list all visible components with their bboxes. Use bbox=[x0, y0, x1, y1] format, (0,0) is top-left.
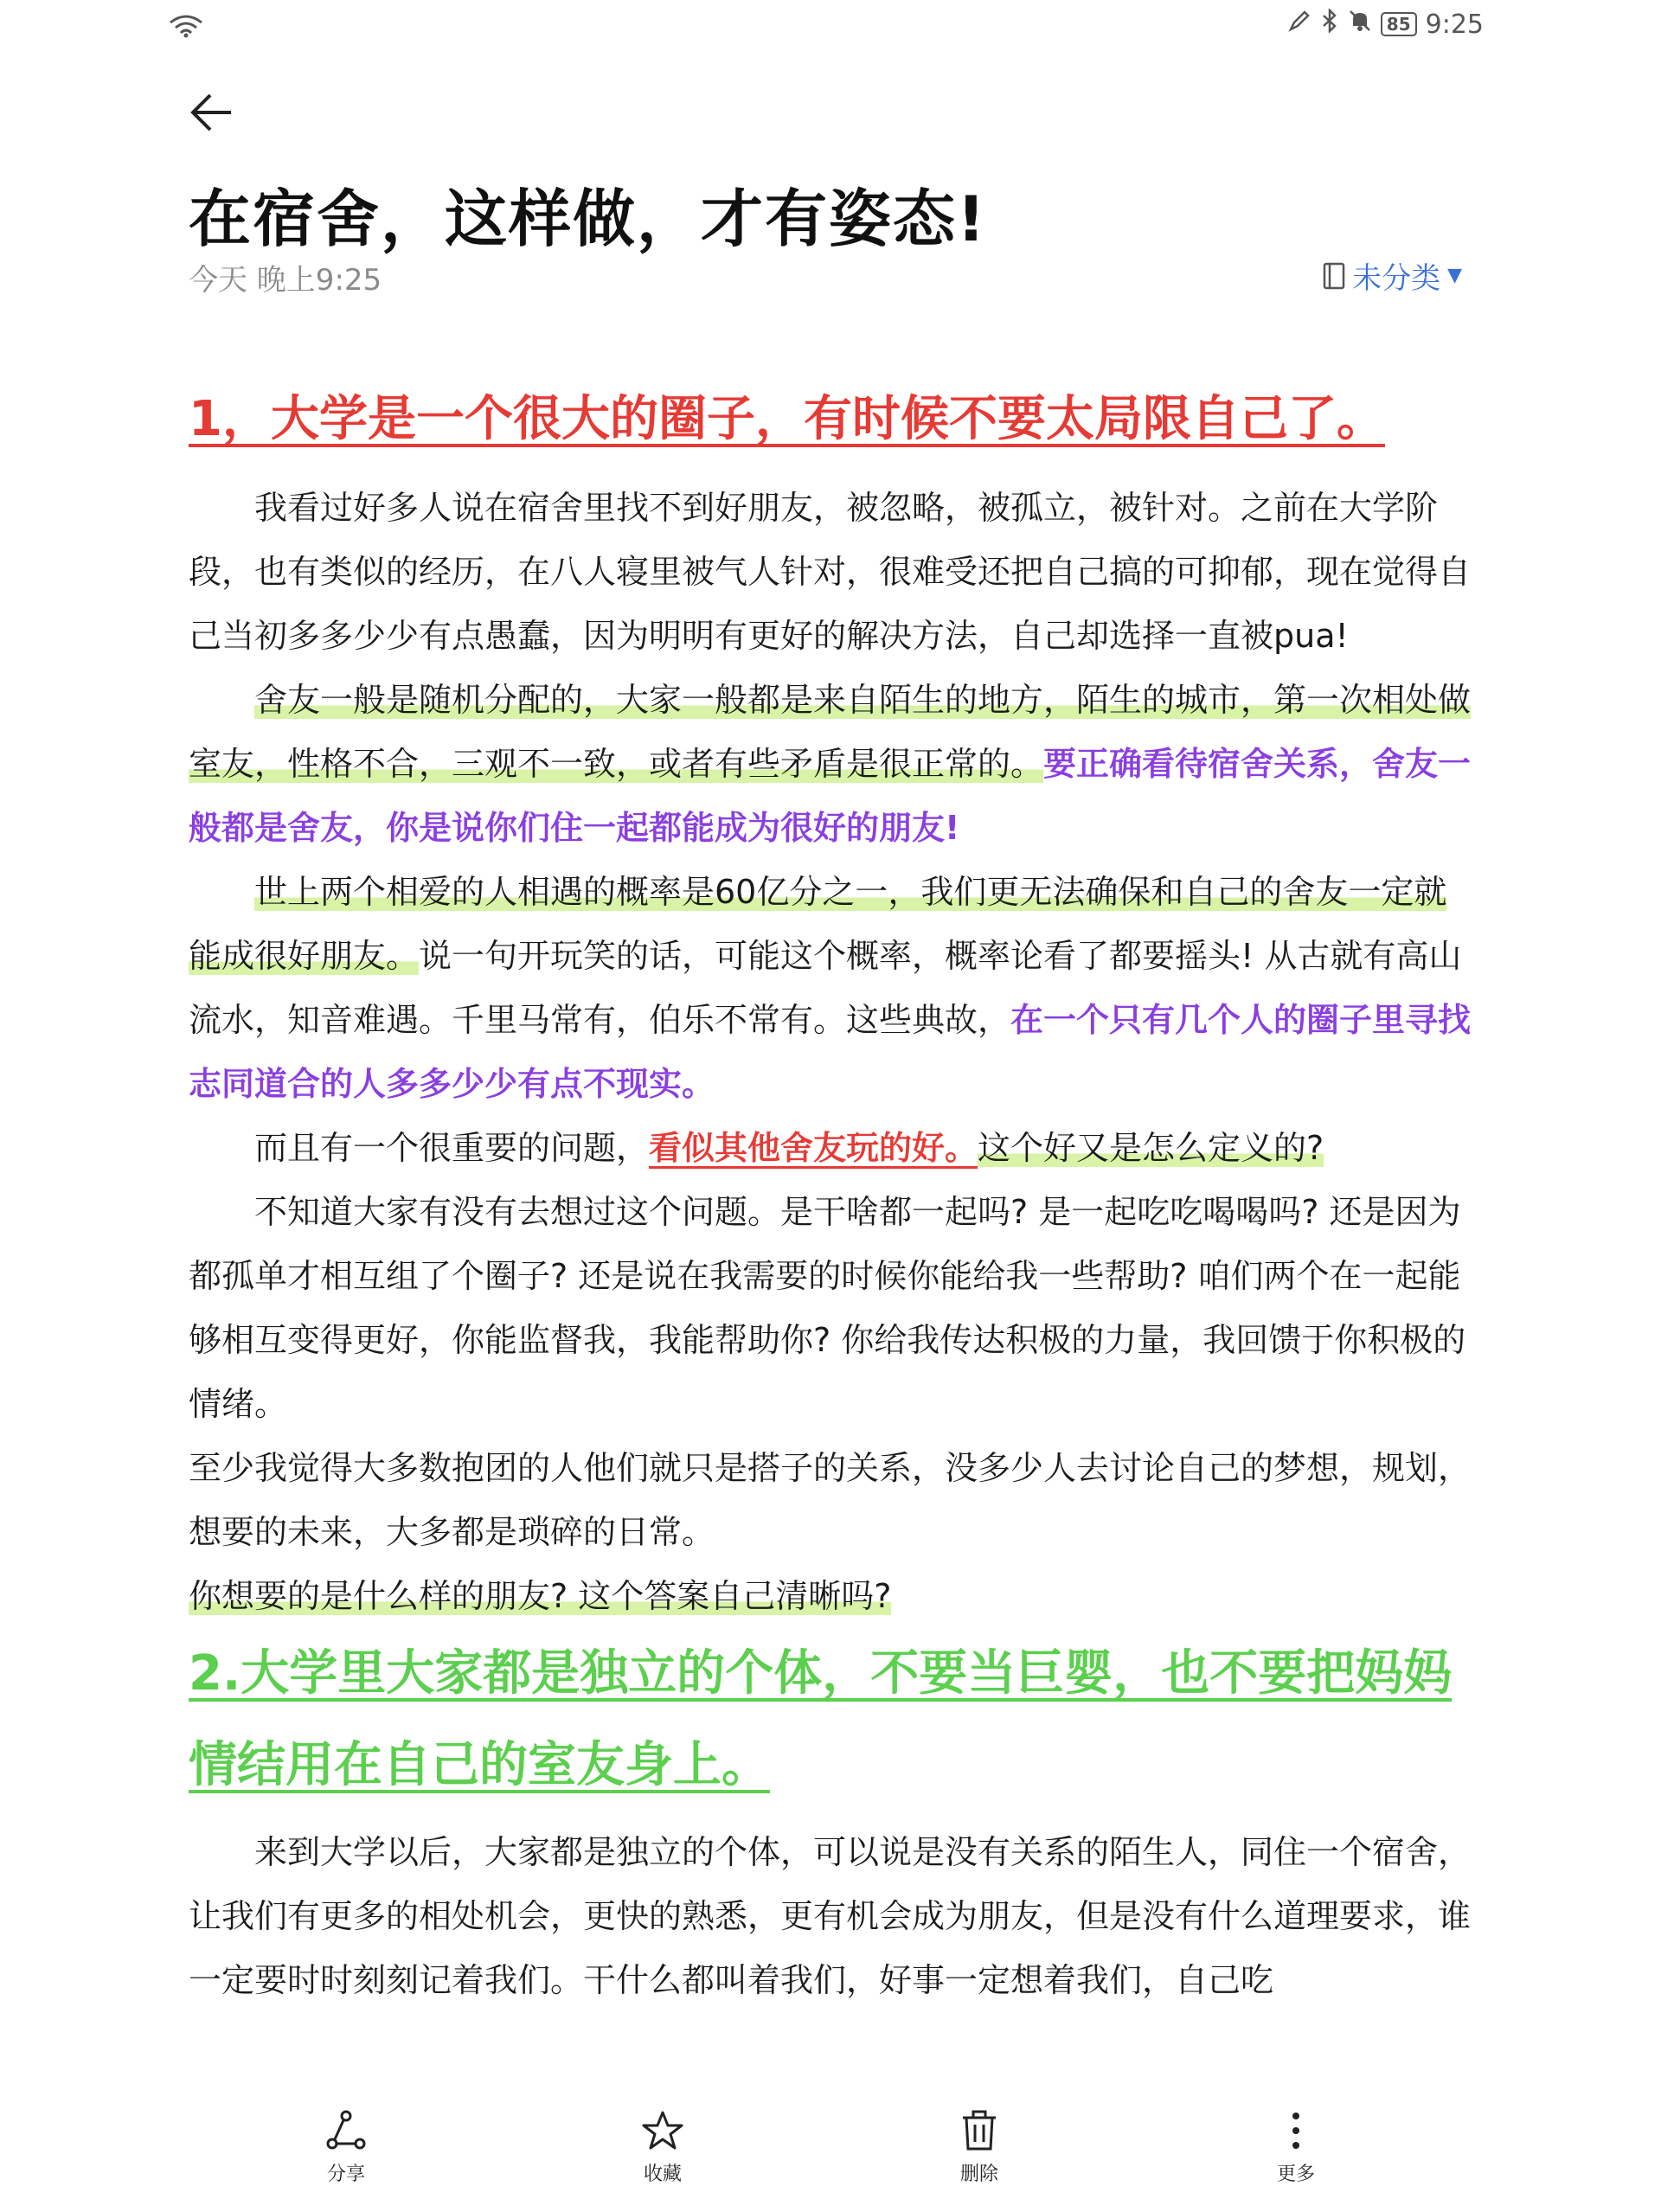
notebook-icon bbox=[1323, 262, 1345, 290]
highlighted-text: 世上两个相爱的人相遇的概率是60亿分之一，我们更无法确保和自己的舍友一定就能成很好朋友。 bbox=[189, 873, 1447, 975]
category-label: 未分类 bbox=[1352, 261, 1441, 296]
paragraph: 来到大学以后，大家都是独立的个体，可以说是没有关系的陌生人，同住一个宿舍，让我们有更多的相处机会，更快的熟悉，更有机会成为朋友，但是没有什么道理要求，谁一定要时时刻刻记着我们。干什么都叫着我们，好事一定想着我们，自己吃 bbox=[189, 1833, 1472, 1999]
heading-2: 2.大学里大家都是独立的个体，不要当巨婴，也不要把妈妈情结用在自己的室友身上。 bbox=[189, 1645, 1453, 1793]
underlined-text: 看似其他舍友玩的好。 bbox=[649, 1129, 978, 1167]
delete-button[interactable] bbox=[919, 2109, 1040, 2186]
delete-label: 删除 bbox=[959, 2164, 998, 2185]
note-date: 今天 晚上9:25 bbox=[189, 263, 382, 298]
bluetooth-icon bbox=[1320, 9, 1339, 40]
paragraph bbox=[189, 668, 1479, 860]
share-icon bbox=[324, 2109, 368, 2152]
emphasis-text: 在一个只有几个人的圈子里寻找志同道合的人多多少少有点不现实。 bbox=[189, 1001, 1472, 1103]
paragraph: 我看过好多人说在宿舍里找不到好朋友，被忽略，被孤立，被针对。之前在大学阶段，也有类似的经历，在八人寝里被气人针对，很难受还把自己搞的可抑郁，现在觉得自己当初多多少少有点愚蠢，因为明明有更好的解决方法，自己却选择一直被pua! bbox=[189, 489, 1472, 655]
favorite-button[interactable] bbox=[602, 2109, 723, 2186]
highlighted-text: 你想要的是什么样的朋友? 这个答案自己清晰吗? bbox=[189, 1577, 892, 1615]
share-label: 分享 bbox=[326, 2164, 365, 2185]
body-text: 说一句开玩笑的话，可能这个概率，概率论看了都要摇头! 从古就有高山流水，知音难遇。千里马常有，伯乐不常有。这些典故， bbox=[189, 937, 1462, 1039]
more-vertical-icon bbox=[1274, 2109, 1318, 2152]
back-button[interactable] bbox=[186, 87, 238, 138]
caret-down-icon: ▼ bbox=[1447, 265, 1462, 286]
back-arrow-icon bbox=[186, 87, 238, 138]
more-button[interactable] bbox=[1235, 2109, 1356, 2186]
bottom-toolbar bbox=[0, 2085, 1661, 2212]
heading-1: 1，大学是一个很大的圈子，有时候不要太局限自己了。 bbox=[189, 391, 1385, 447]
favorite-label: 收藏 bbox=[643, 2164, 682, 2185]
paragraph: 不知道大家有没有去想过这个问题。是干啥都一起吗? 是一起吃吃喝喝吗? 还是因为都孤单才相互组了个圈子? 还是说在我需要的时候你能给我一些帮助? 咱们两个在一起能够相互变得更好，你能监督我，我能帮助你? 你给我传达积极的力量，我回馈于你积极的情绪。 bbox=[189, 1193, 1466, 1423]
paragraph bbox=[189, 860, 1479, 1116]
paragraph bbox=[189, 1116, 1479, 1180]
paragraph bbox=[189, 1564, 1479, 1628]
body-text: 而且有一个很重要的问题， bbox=[254, 1129, 650, 1167]
highlighted-text: 舍友一般是随机分配的，大家一般都是来自陌生的地方，陌生的城市，第一次相处做室友，性格不合，三观不一致，或者有些矛盾是很正常的。 bbox=[189, 681, 1472, 783]
status-bar bbox=[0, 0, 1661, 52]
share-button[interactable] bbox=[285, 2109, 407, 2186]
clock: 9:25 bbox=[1425, 9, 1484, 40]
emphasis-text: 要正确看待宿舍关系，舍友一般都是舍友，你是说你们住一起都能成为很好的朋友! bbox=[189, 745, 1472, 847]
battery-icon: 85 bbox=[1381, 12, 1417, 36]
more-label: 更多 bbox=[1276, 2164, 1315, 2185]
trash-icon bbox=[958, 2109, 1001, 2152]
pen-icon bbox=[1287, 9, 1311, 40]
mute-icon bbox=[1348, 9, 1372, 40]
highlighted-text: 这个好又是怎么定义的? bbox=[978, 1129, 1324, 1167]
note-body[interactable] bbox=[189, 381, 1479, 2012]
note-title[interactable]: 在宿舍，这样做，才有姿态! bbox=[189, 183, 987, 255]
wifi-icon bbox=[167, 12, 205, 42]
star-icon bbox=[641, 2109, 684, 2152]
paragraph: 至少我觉得大多数抱团的人他们就只是搭子的关系，没多少人去讨论自己的梦想，规划，想要的未来，大多都是琐碎的日常。 bbox=[189, 1449, 1472, 1551]
category-selector[interactable] bbox=[1323, 254, 1462, 297]
